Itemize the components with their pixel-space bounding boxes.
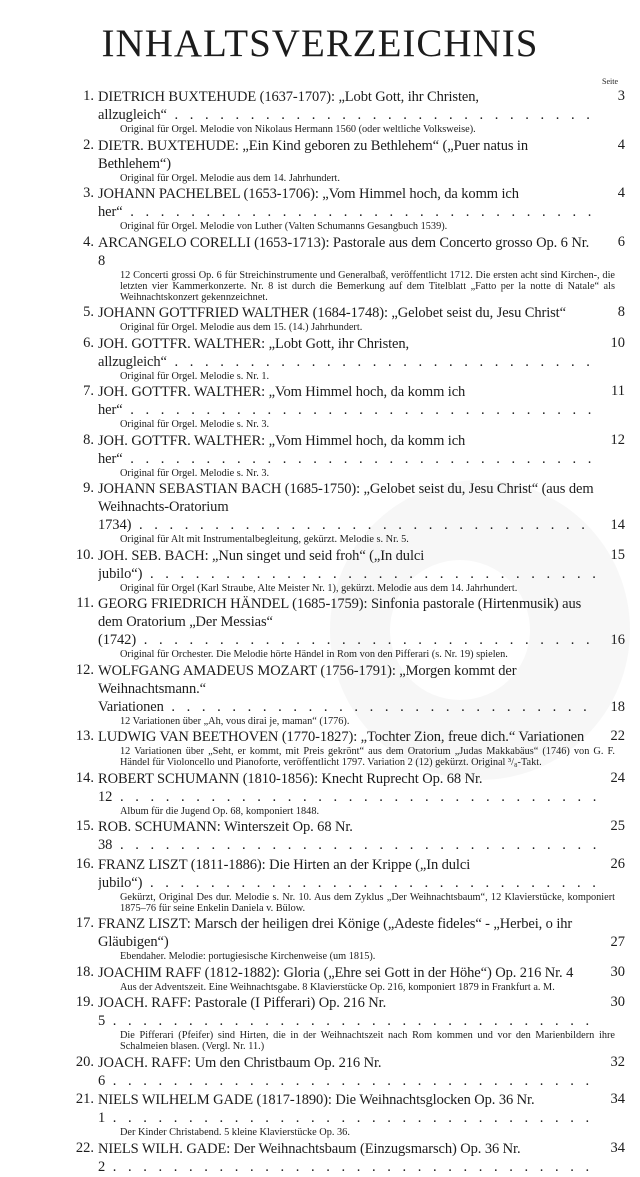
- toc-entry: [70, 595, 625, 660]
- entry-number: 19.: [75, 994, 94, 1010]
- entry-note: Gekürzt, Original Des dur. Melodie s. Nr. 10. Aus dem Zyklus „Der Weihnachtsbaum“, 12 Klavierstücke, komponiert 1875–76 für seine Enkelin Daniela v. Bülow.: [120, 891, 615, 914]
- entry-title: ARCANGELO CORELLI (1653-1713): Pastorale aus dem Concerto grosso Op. 6 Nr. 8: [98, 234, 590, 269]
- entry-number: 6.: [83, 334, 94, 351]
- entry-note: Album für die Jugend Op. 68, komponiert 1848.: [120, 805, 320, 817]
- entry-page-number: 25: [610, 818, 625, 834]
- toc-entry: [70, 137, 625, 184]
- toc-entry: [70, 304, 625, 333]
- entry-title: JOACHIM RAFF (1812-1882): Gloria („Ehre sei Gott in der Höhe“) Op. 216 Nr. 4: [98, 964, 574, 981]
- entry-number: 14.: [75, 769, 94, 786]
- entry-number: 21.: [75, 1091, 94, 1107]
- entry-number: 16.: [75, 855, 94, 872]
- entry-number: 4.: [83, 233, 94, 250]
- entry-note: Original für Orgel. Melodie von Nikolaus Hermann 1560 (oder weltliche Volksweise).: [120, 124, 476, 135]
- toc-entry: [70, 770, 625, 817]
- entry-title: JOH. GOTTFR. WALTHER: „Vom Himmel hoch, da komm ich her“ . . .: [98, 433, 597, 467]
- entry-title: JOH. GOTTFR. WALTHER: „Vom Himmel hoch, da komm ich her“ . . .: [98, 384, 597, 418]
- entry-title: GEORG FRIEDRICH HÄNDEL (1685-1759): Sinfonia pastorale (Hirtenmusik) aus dem Oratorium „Der Messias“ (1742) . . .: [98, 596, 597, 648]
- entry-page-number: 30: [610, 963, 625, 980]
- entry-title: JOHANN GOTTFRIED WALTHER (1684-1748): „Gelobet seist du, Jesu Christ“: [98, 305, 566, 321]
- entry-page-number: 8: [617, 304, 625, 320]
- entry-note: Der Kinder Christabend. 5 kleine Klavierstücke Op. 36.: [120, 1127, 350, 1138]
- entry-page-number: 16: [610, 632, 625, 648]
- entry-page-number: 27: [610, 934, 625, 950]
- entry-title: ROB. SCHUMANN: Winterszeit Op. 68 Nr. 38 . . .: [98, 819, 597, 853]
- entry-note: Aus der Adventszeit. Eine Weihnachtsgabe. 8 Klavierstücke Op. 216, komponiert 1879 in Frankfurt a. M.: [120, 981, 555, 993]
- entry-title: FRANZ LISZT: Marsch der heiligen drei Könige („Adeste fideles“ - „Herbei, o ihr Gläubigen“): [98, 916, 573, 950]
- entry-title: JOHANN PACHELBEL (1653-1706): „Vom Himmel hoch, da komm ich her“ . . .: [98, 186, 597, 220]
- entry-page-number: 34: [610, 1139, 625, 1156]
- entry-title: LUDWIG VAN BEETHOVEN (1770-1827): „Tochter Zion, freue dich.“ Variationen: [98, 729, 585, 745]
- page-title: INHALTSVERZEICHNIS: [101, 22, 539, 65]
- entry-note: Original für Orgel. Melodie s. Nr. 3.: [120, 467, 270, 479]
- entry-note: Original für Orgel. Melodie aus dem 15. (14.) Jahrhundert.: [120, 322, 363, 333]
- entry-page-number: 10: [610, 334, 625, 351]
- entry-note: Original für Orgel. Melodie s. Nr. 3.: [120, 419, 270, 430]
- entry-note: 12 Concerti grossi Op. 6 für Streichinstrumente und Generalbaß, veröffentlicht 1712. Die ersten acht sind Kirchen-, die letzten vier Kammerkonzerte. Nr. 8 ist durch die Bemerkung auf dem Titelblatt „Fatto per la notte di Natale“ als Weihnachtskonzert gekennzeichnet.: [120, 269, 615, 303]
- entry-note: Original für Orgel. Melodie aus dem 14. Jahrhundert.: [120, 172, 340, 184]
- entry-page-number: 24: [610, 769, 625, 786]
- toc-entry: [70, 234, 625, 303]
- entry-note: Original für Orchester. Die Melodie hörte Händel in Rom von den Pifferari (s. Nr. 19) spielen.: [120, 649, 508, 660]
- entry-page-number: 32: [610, 1053, 625, 1070]
- entry-page-number: 14: [610, 517, 625, 533]
- entry-page-number: 4: [617, 185, 625, 201]
- entry-number: 3.: [83, 185, 94, 201]
- entry-title: NIELS WILH. GADE: Der Weihnachtsbaum (Einzugsmarsch) Op. 36 Nr. 2 . . .: [98, 1141, 597, 1175]
- entry-title: WOLFGANG AMADEUS MOZART (1756-1791): „Morgen kommt der Weihnachtsmann.“ Variationen . . .: [98, 663, 597, 715]
- entry-page-number: 34: [610, 1091, 625, 1107]
- entry-number: 11.: [76, 595, 94, 611]
- entry-number: 22.: [75, 1139, 94, 1156]
- entry-title: FRANZ LISZT (1811-1886): Die Hirten an der Krippe („In dulci jubilo“) . . .: [98, 857, 597, 891]
- entry-page-number: 6: [617, 233, 625, 250]
- entry-title: DIETR. BUXTEHUDE: „Ein Kind geboren zu Bethlehem“ („Puer natus in Bethlehem“): [98, 137, 529, 172]
- table-of-contents: [70, 88, 625, 1177]
- entry-number: 1.: [83, 88, 94, 104]
- entry-note: Original für Orgel. Melodie von Luther (Valten Schumanns Gesangbuch 1539).: [120, 221, 448, 232]
- entry-note: 12 Variationen über „Ah, vous dirai je, maman“ (1776).: [120, 715, 350, 727]
- entry-number: 17.: [75, 915, 94, 931]
- entry-page-number: 3: [617, 88, 625, 104]
- entry-note: Ebendaher. Melodie: portugiesische Kirchenweise (um 1815).: [120, 951, 376, 962]
- toc-entry: [70, 994, 625, 1052]
- toc-entry: [70, 1091, 625, 1138]
- toc-entry: [70, 964, 625, 993]
- entry-number: 15.: [75, 818, 94, 834]
- entry-page-number: 30: [610, 994, 625, 1010]
- entry-note: Original für Orgel (Karl Straube, Alte Meister Nr. 1), gekürzt. Melodie aus dem 14. Jahrhundert.: [120, 582, 518, 594]
- entry-number: 10.: [75, 546, 94, 563]
- toc-entry: [70, 185, 625, 232]
- entry-title: DIETRICH BUXTEHUDE (1637-1707): „Lobt Gott, ihr Christen, allzugleich“ . . .: [98, 89, 597, 123]
- entry-title: NIELS WILHELM GADE (1817-1890): Die Weihnachtsglocken Op. 36 Nr. 1 . . .: [98, 1092, 597, 1126]
- entry-title: JOH. GOTTFR. WALTHER: „Lobt Gott, ihr Christen, allzugleich“ . . .: [98, 336, 597, 370]
- entry-number: 5.: [83, 304, 94, 320]
- toc-entry: [70, 1140, 625, 1176]
- entry-note: 12 Variationen über „Seht, er kommt, mit Preis gekrönt“ aus dem Oratorium „Judas Makkabäus“ (1746) von G. F. Händel für Violoncello und Pianoforte, veröffentlicht 1797. Variation 2 (12) gekürzt. Original ³/₈-Takt.: [120, 746, 615, 768]
- toc-entry: [70, 88, 625, 135]
- entry-title: JOACH. RAFF: Um den Christbaum Op. 216 Nr. 6 . . .: [98, 1055, 597, 1089]
- toc-entry: [70, 335, 625, 382]
- entry-number: 13.: [75, 728, 94, 744]
- toc-entry: [70, 662, 625, 727]
- entry-note: Original für Orgel. Melodie s. Nr. 1.: [120, 370, 270, 382]
- toc-entry: [70, 1054, 625, 1090]
- toc-entry: [70, 547, 625, 594]
- toc-entry: [70, 480, 625, 545]
- entry-page-number: 11: [611, 383, 625, 399]
- entry-number: 2.: [83, 136, 94, 153]
- entry-note: Original für Alt mit Instrumentalbegleitung, gekürzt. Melodie s. Nr. 5.: [120, 534, 409, 545]
- toc-entry: [70, 818, 625, 854]
- toc-entry: [70, 728, 625, 768]
- entry-number: 12.: [75, 661, 94, 678]
- entry-note: Die Pifferari (Pfeifer) sind Hirten, die in der Weihnachtszeit nach Rom kommen und vor den Marienbildern ihre Schalmeien blasen. (Vergl. Nr. 11.): [120, 1030, 615, 1052]
- entry-title: JOACH. RAFF: Pastorale (I Pifferari) Op. 216 Nr. 5 . . .: [98, 995, 597, 1029]
- entry-page-number: 4: [617, 136, 625, 153]
- entry-page-number: 26: [610, 855, 625, 872]
- entry-number: 9.: [83, 480, 94, 496]
- entry-title: ROBERT SCHUMANN (1810-1856): Knecht Ruprecht Op. 68 Nr. 12 . . .: [98, 771, 597, 805]
- toc-entry: [70, 383, 625, 430]
- entry-number: 18.: [75, 963, 94, 980]
- toc-entry: [70, 915, 625, 962]
- entry-number: 20.: [75, 1053, 94, 1070]
- entry-title: JOHANN SEBASTIAN BACH (1685-1750): „Gelobet seist du, Jesu Christ“ (aus dem Weihnachts-Oratorium 1734) . . .: [98, 481, 597, 533]
- entry-title: JOH. SEB. BACH: „Nun singet und seid froh“ („In dulci jubilo“) . . .: [98, 548, 597, 582]
- toc-entry: [70, 432, 625, 479]
- toc-entry: [70, 856, 625, 914]
- entry-number: 8.: [83, 431, 94, 448]
- page-column-label: Seite: [602, 77, 618, 86]
- entry-page-number: 22: [610, 728, 625, 744]
- entry-page-number: 15: [610, 546, 625, 563]
- entry-number: 7.: [83, 383, 94, 399]
- entry-page-number: 18: [610, 698, 625, 715]
- entry-page-number: 12: [610, 431, 625, 448]
